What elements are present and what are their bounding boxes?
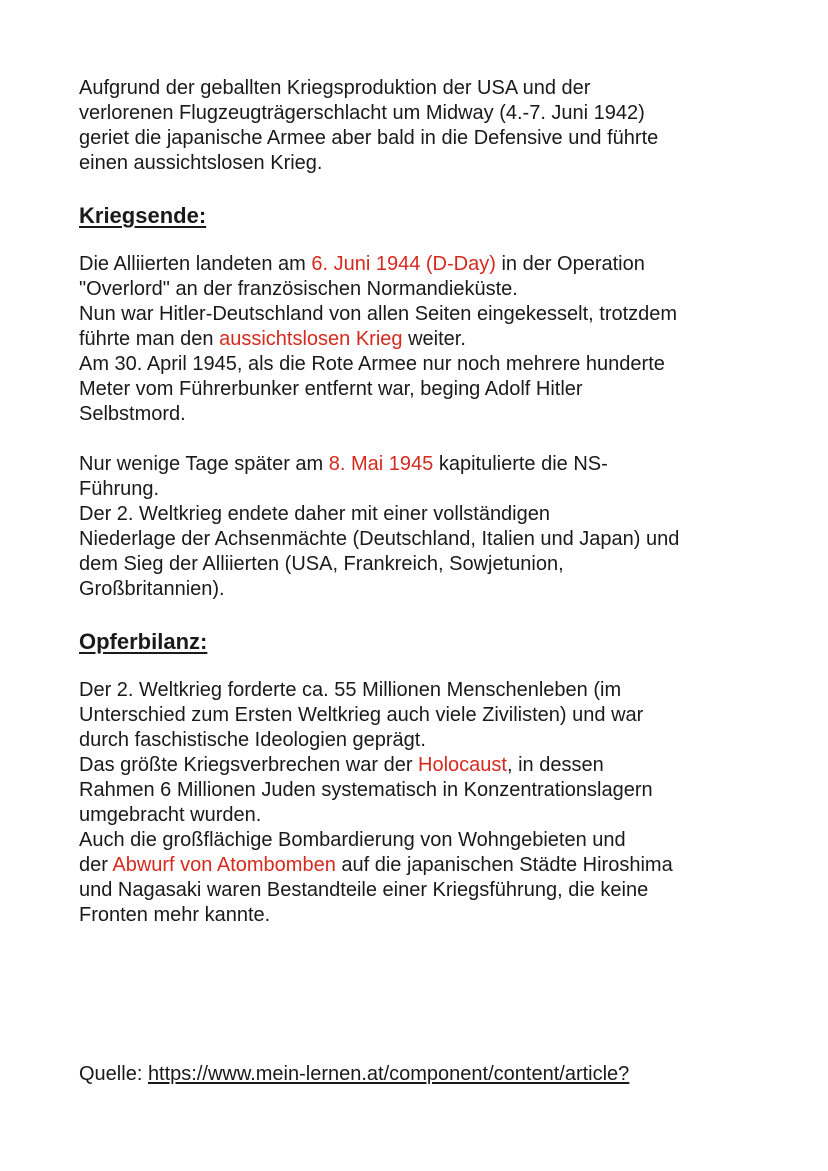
text-segment: Das größte Kriegsverbrechen war der [79,754,419,776]
opferbilanz-line-4 [79,753,779,778]
highlight-dday: 6. Juni 1944 (D-Day) [311,253,496,275]
kriegsende-p2-line-1 [79,452,779,477]
highlight-8-mai-1945: 8. Mai 1945 [328,453,434,475]
opferbilanz-line-3: durch faschistische Ideologien geprägt. [79,729,426,751]
opferbilanz-line-8 [79,853,779,878]
kriegsende-p2-line-2: Führung. [79,478,160,500]
text-segment: Nur wenige Tage später am [79,453,329,475]
text-segment: auf die japanischen Städte Hiroshima [335,854,673,876]
kriegsende-p2-line-6: Großbritannien). [79,578,225,600]
kriegsende-p1-line-3: Nun war Hitler-Deutschland von allen Seiten eingekesselt, trotzdem [79,303,678,325]
kriegsende-p1-line-6: Meter vom Führerbunker entfernt war, beging Adolf Hitler [79,378,583,400]
opferbilanz-paragraph [79,678,779,928]
text-segment: Die Alliierten landeten am [79,253,312,275]
text-segment: der [79,854,113,876]
intro-line-2: verlorenen Flugzeugträgerschlacht um Midway (4.-7. Juni 1942) [79,102,645,124]
heading-kriegsende: Kriegsende: [79,203,207,228]
intro-line-1: Aufgrund der geballten Kriegsproduktion der USA und der [79,77,591,99]
kriegsende-paragraph-2 [79,452,779,602]
opferbilanz-line-2: Unterschied zum Ersten Weltkrieg auch viele Zivilisten) und war [79,704,644,726]
kriegsende-paragraph-1 [79,252,779,427]
kriegsende-p2-line-3: Der 2. Weltkrieg endete daher mit einer vollständigen [79,503,550,525]
opferbilanz-line-5: Rahmen 6 Millionen Juden systematisch in Konzentrationslagern [79,779,653,801]
opferbilanz-line-6: umgebracht wurden. [79,804,262,826]
opferbilanz-line-1: Der 2. Weltkrieg forderte ca. 55 Millionen Menschenleben (im [79,679,622,701]
intro-line-4: einen aussichtslosen Krieg. [79,152,323,174]
opferbilanz-line-10: Fronten mehr kannte. [79,904,271,926]
text-segment: in der Operation [495,253,645,275]
text-segment: kapitulierte die NS- [433,453,608,475]
kriegsende-p1-line-2: "Overlord" an der französischen Normandieküste. [79,278,518,300]
highlight-abwurf-von-atombomben: Abwurf von Atombomben [112,854,336,876]
kriegsende-p1-line-4 [79,327,779,352]
kriegsende-p1-line-5: Am 30. April 1945, als die Rote Armee nur noch mehrere hunderte [79,353,665,375]
highlight-aussichtsloser-krieg: aussichtslosen Krieg [219,328,403,350]
opferbilanz-line-9: und Nagasaki waren Bestandteile einer Kriegsführung, die keine [79,879,649,901]
kriegsende-p2-line-4: Niederlage der Achsenmächte (Deutschland, Italien und Japan) und [79,528,680,550]
source-citation [79,1062,629,1087]
source-label: Quelle: [79,1063,148,1085]
opferbilanz-line-7: Auch die großflächige Bombardierung von Wohngebieten und [79,829,626,851]
document-body [79,76,779,928]
kriegsende-p2-line-5: dem Sieg der Alliierten (USA, Frankreich, Sowjetunion, [79,553,564,575]
heading-opferbilanz: Opferbilanz: [79,629,208,654]
kriegsende-p1-line-7: Selbstmord. [79,403,186,425]
source-link[interactable]: https://www.mein-lernen.at/component/content/article? [147,1063,630,1085]
intro-paragraph [79,76,779,176]
text-segment: , in dessen [506,754,604,776]
text-segment: führte man den [79,328,220,350]
text-segment: weiter. [402,328,466,350]
highlight-holocaust: Holocaust [418,754,507,776]
intro-line-3: geriet die japanische Armee aber bald in die Defensive und führte [79,127,659,149]
kriegsende-p1-line-1 [79,252,779,277]
